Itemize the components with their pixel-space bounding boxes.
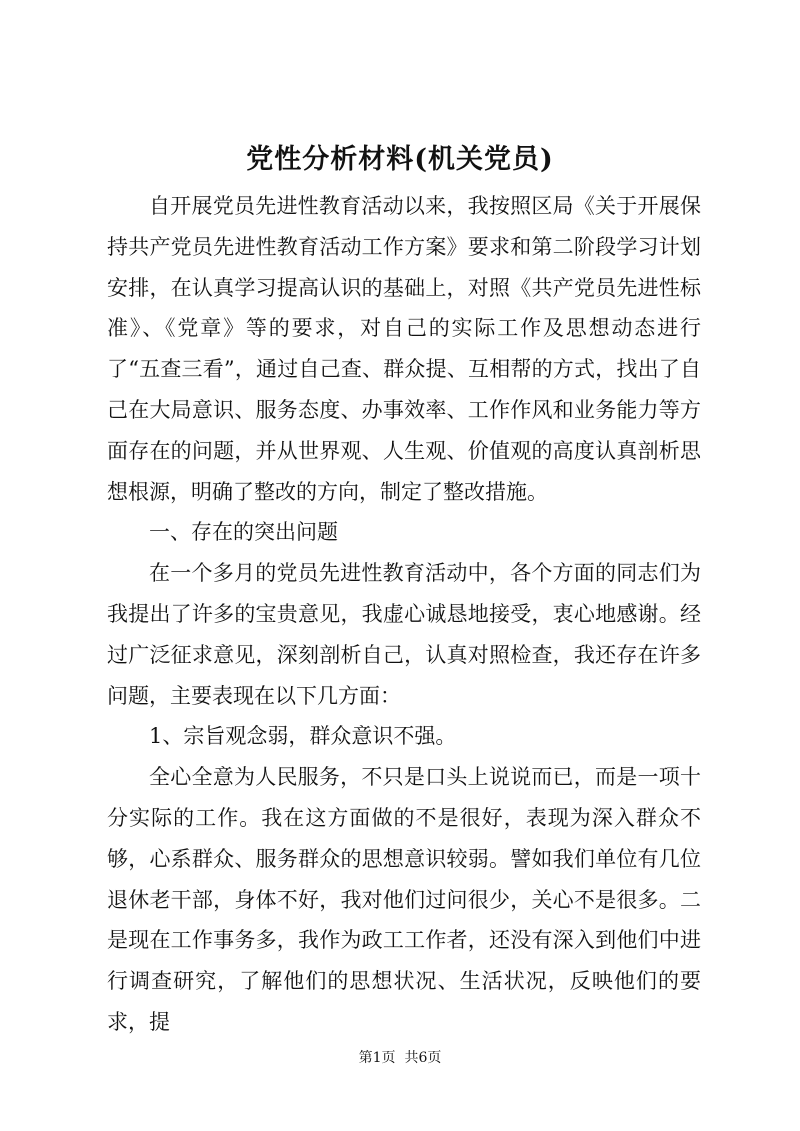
paragraph-detail: 全心全意为人民服务，不只是口头上说说而已，而是一项十分实际的工作。我在这方面做的不是很好，表现为深入群众不够，心系群众、服务群众的思想意识较弱。譬如我们单位有几位退休老干部，身体不好，我对他们过问很少，关心不是很多。二是现在工作事务多，我作为政工工作者，还没有深入到他们中进行调查研究，了解他们的思想状况、生活状况，反映他们的要求，提: [107, 765, 701, 1034]
page-number: 第1页 共6页: [358, 1050, 442, 1066]
page-footer: [0, 1048, 800, 1068]
paragraph-intro: 自开展党员先进性教育活动以来，我按照区局《关于开展保持共产党员先进性教育活动工作方案》要求和第二阶段学习计划安排，在认真学习提高认识的基础上，对照《共产党员先进性标准》、《党章》等的要求，对自己的实际工作及思想动态进行了“五查三看”，通过自己查、群众提、互相帮的方式，找出了自己在大局意识、服务态度、办事效率、工作作风和业务能力等方面存在的问题，并从世界观、人生观、价值观的高度认真剖析思想根源，明确了整改的方向，制定了整改措施。: [107, 194, 701, 504]
document-body: [107, 186, 701, 1043]
document-title: 党性分析材料(机关党员): [246, 144, 554, 175]
section-heading: 一、存在的突出问题: [149, 520, 338, 545]
paragraph-problems: 在一个多月的党员先进性教育活动中，各个方面的同志们为我提出了许多的宝贵意见，我虚心诚恳地接受，衷心地感谢。经过广泛征求意见，深刻剖析自己，认真对照检查，我还存在许多问题，主要表现在以下几方面：: [107, 561, 701, 708]
subsection-heading: 1、宗旨观念弱，群众意识不强。: [149, 724, 457, 749]
